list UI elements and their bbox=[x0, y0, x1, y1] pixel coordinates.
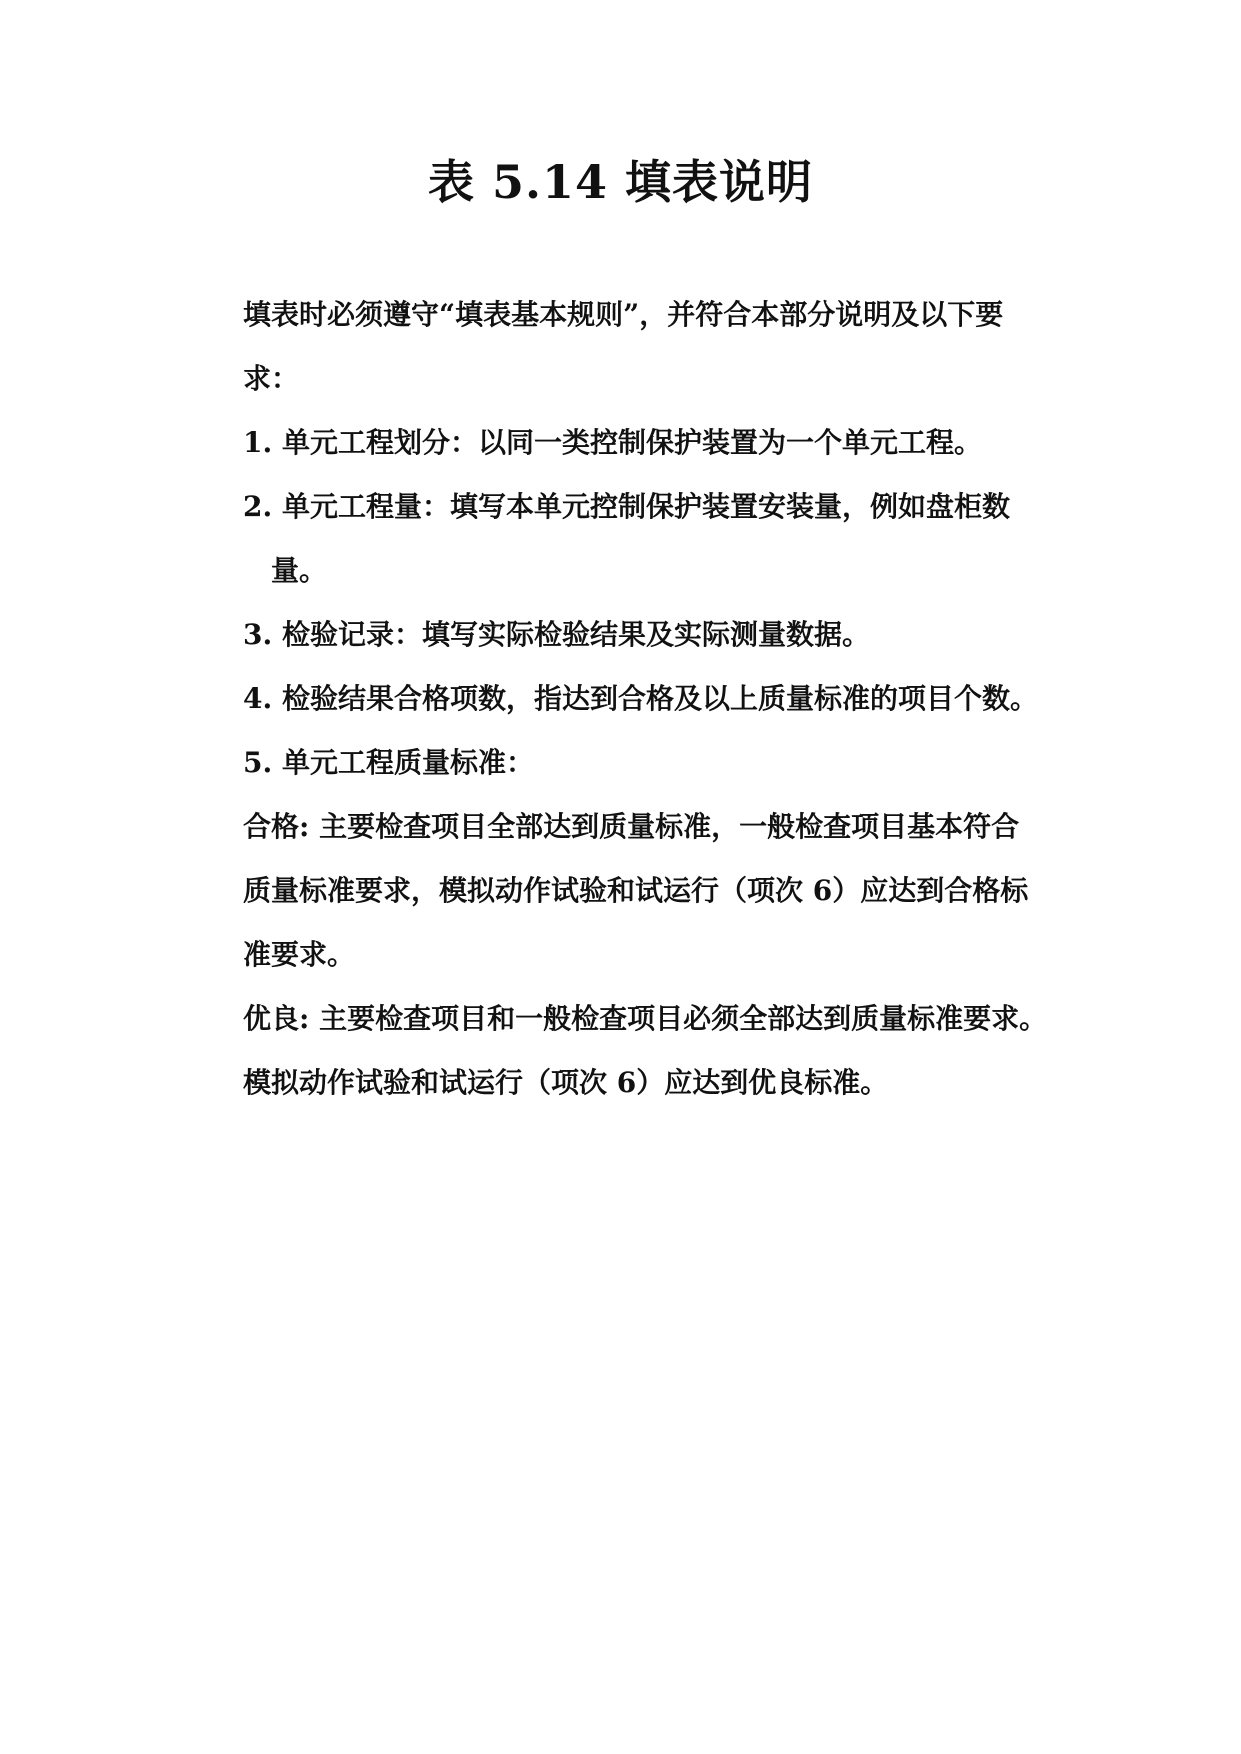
item-4: 4. 检验结果合格项数，指达到合格及以上质量标准的项目个数。 bbox=[243, 682, 1038, 715]
qualified-standard-end: 准要求。 bbox=[243, 938, 356, 971]
excellent-standard-continued: 模拟动作试验和试运行（项次 6）应达到优良标准。 bbox=[243, 1066, 889, 1099]
excellent-standard: 优良: 主要检查项目和一般检查项目必须全部达到质量标准要求。 bbox=[243, 1002, 1048, 1035]
qualified-standard-continued: 质量标准要求，模拟动作试验和试运行（项次 6）应达到合格标 bbox=[243, 874, 1029, 907]
item-1: 1. 单元工程划分：以同一类控制保护装置为一个单元工程。 bbox=[243, 426, 982, 459]
qualified-standard: 合格: 主要检查项目全部达到质量标准，一般检查项目基本符合 bbox=[243, 810, 1020, 843]
item-3: 3. 检验记录：填写实际检验结果及实际测量数据。 bbox=[243, 618, 870, 651]
intro-line-continued: 求： bbox=[243, 362, 300, 395]
item-2-continued: 量。 bbox=[271, 554, 328, 587]
intro-line: 填表时必须遵守“填表基本规则”，并符合本部分说明及以下要 bbox=[243, 298, 1004, 331]
page-title: 表 5.14 填表说明 bbox=[427, 155, 814, 209]
item-2: 2. 单元工程量：填写本单元控制保护装置安装量，例如盘柜数 bbox=[243, 490, 1010, 523]
instructions-body bbox=[243, 283, 1073, 1115]
item-5: 5. 单元工程质量标准： bbox=[243, 746, 534, 779]
